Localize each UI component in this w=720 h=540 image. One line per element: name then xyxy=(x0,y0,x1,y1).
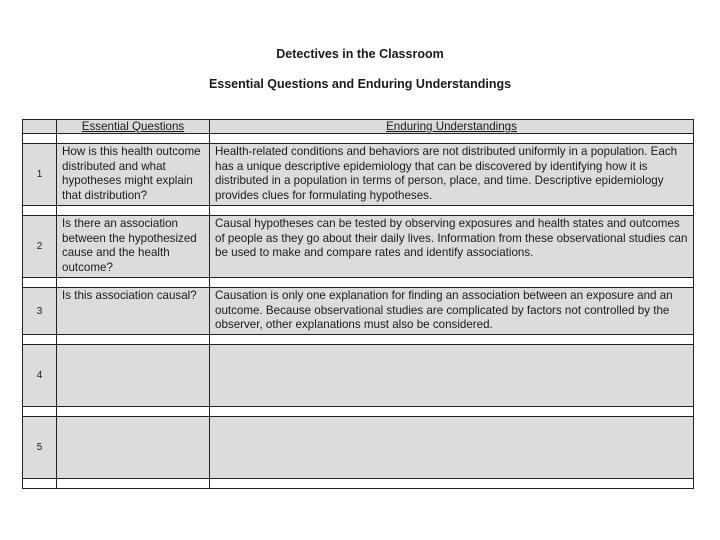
row-number: 1 xyxy=(23,144,57,206)
enduring-understanding-cell: Causation is only one explanation for finding an association between an exposure and an outcome. Because observational studies are complicated by factors not controlled by the observer, other explanations must also be considered. xyxy=(210,288,694,335)
table-row xyxy=(23,417,694,479)
spacer-row xyxy=(23,206,694,216)
enduring-understanding-cell: Health-related conditions and behaviors are not distributed uniformly in a population. Each has a unique descriptive epidemiology that can be discovered by identifying how it is distributed in a population in terms of person, place, and time. Descriptive epidemiology provides clues for formulating hypotheses. xyxy=(210,144,694,206)
spacer-row xyxy=(23,134,694,144)
table-row xyxy=(23,144,694,206)
document-title: Detectives in the Classroom xyxy=(276,47,444,61)
enduring-understanding-cell xyxy=(210,417,694,479)
header-number-cell xyxy=(23,120,57,134)
row-number: 3 xyxy=(23,288,57,335)
table-header-row xyxy=(23,120,694,134)
table-row xyxy=(23,216,694,278)
header-essential-questions: Essential Questions xyxy=(57,120,210,134)
questions-table xyxy=(22,119,694,489)
table-row xyxy=(23,288,694,335)
spacer-row xyxy=(23,407,694,417)
essential-question-cell xyxy=(57,417,210,479)
essential-question-cell: Is this association causal? xyxy=(57,288,210,335)
essential-question-cell xyxy=(57,345,210,407)
table-row xyxy=(23,345,694,407)
enduring-understanding-cell: Causal hypotheses can be tested by observing exposures and health states and outcomes of people as they go about their daily lives. Information from these observational studies can be used to make and compare rates and identify associations. xyxy=(210,216,694,278)
essential-question-cell: How is this health outcome distributed and what hypotheses might explain that distribution? xyxy=(57,144,210,206)
row-number: 4 xyxy=(23,345,57,407)
document-subtitle: Essential Questions and Enduring Understandings xyxy=(208,77,512,91)
spacer-row xyxy=(23,479,694,489)
essential-question-cell: Is there an association between the hypothesized cause and the health outcome? xyxy=(57,216,210,278)
row-number: 2 xyxy=(23,216,57,278)
header-enduring-understandings: Enduring Understandings xyxy=(210,120,694,134)
row-number: 5 xyxy=(23,417,57,479)
spacer-row xyxy=(23,278,694,288)
spacer-row xyxy=(23,335,694,345)
enduring-understanding-cell xyxy=(210,345,694,407)
